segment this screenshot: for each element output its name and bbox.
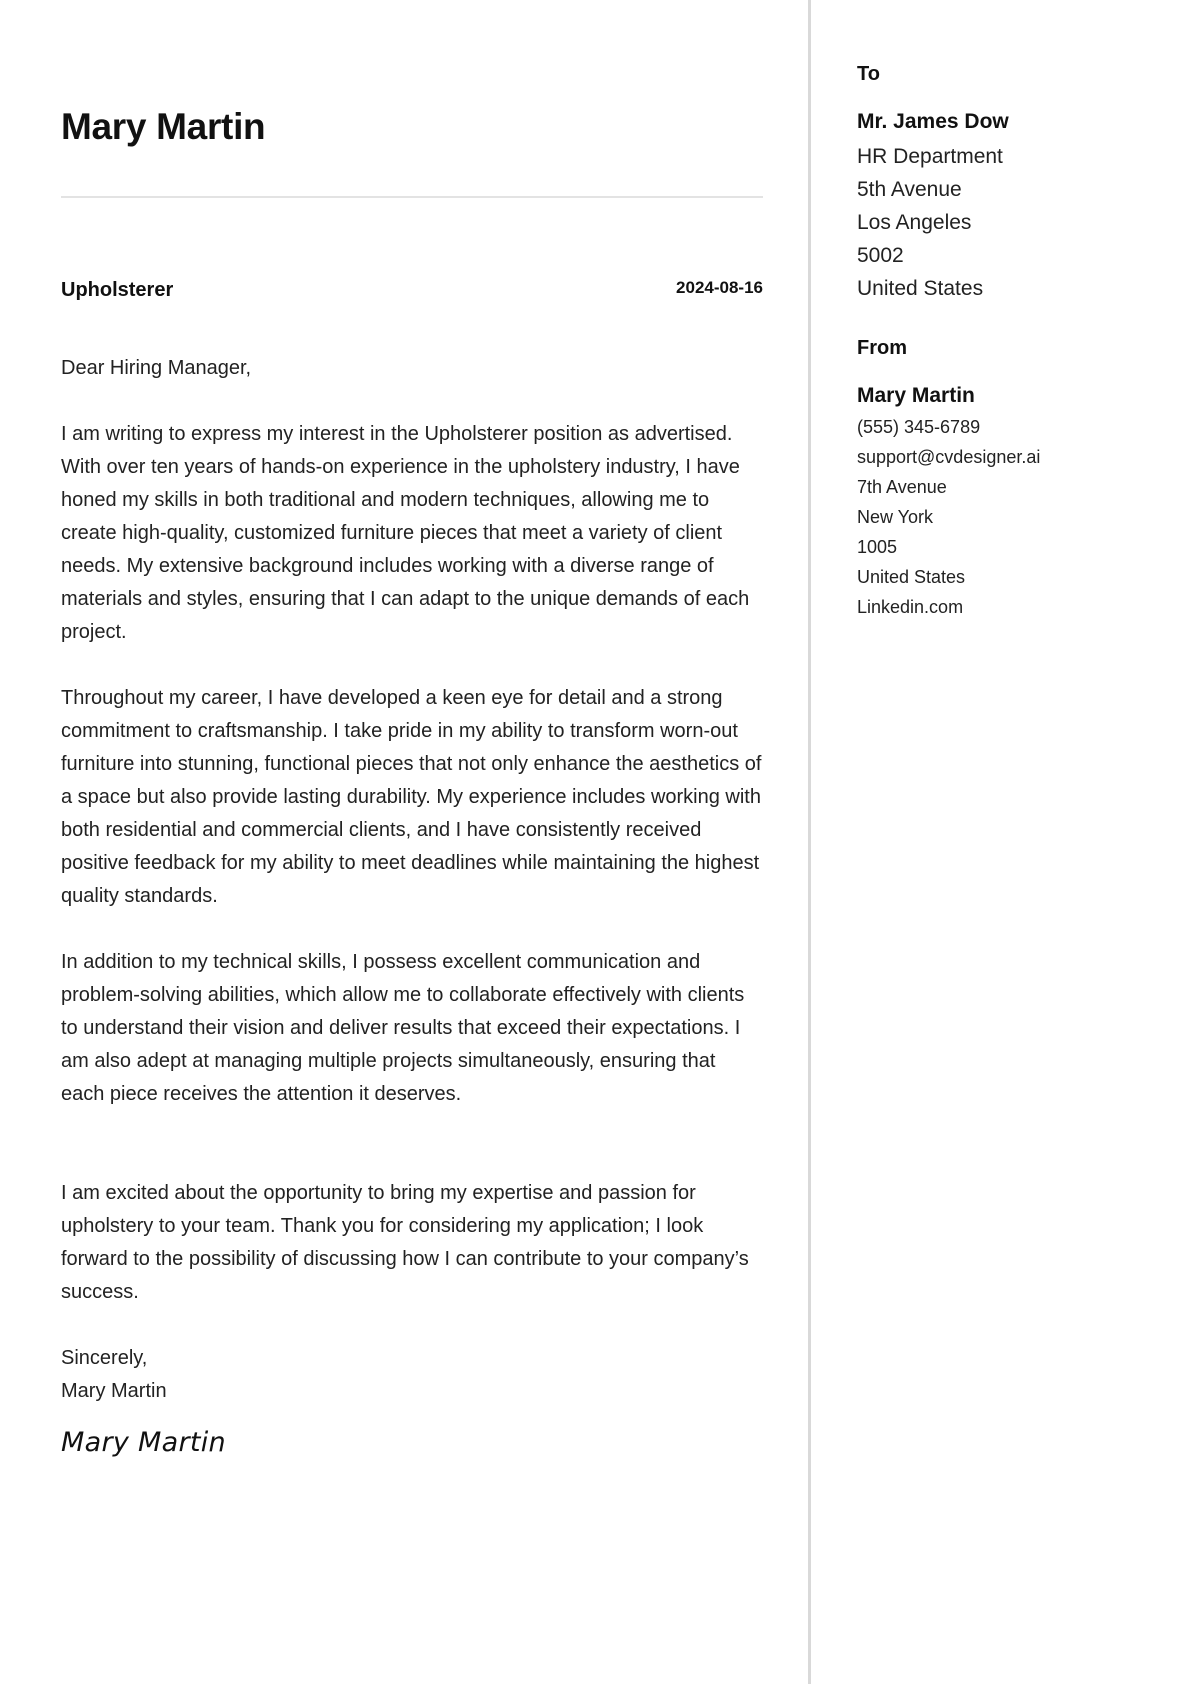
closing: Sincerely, <box>61 1347 148 1369</box>
letter-paragraph: Throughout my career, I have developed a keen eye for detail and a strong commitment to craftsmanship. I take pride in my ability to transform worn-out furniture into stunning, functional pieces that not only enhance the aesthetics of a space but also provide lasting durability. My experience includes working with both residential and commercial clients, and I have consistently received positive feedback for my ability to meet deadlines while maintaining the highest quality standards. <box>61 687 762 907</box>
recipient-country: United States <box>857 277 984 300</box>
recipient-address <box>857 107 1177 305</box>
recipient-street: 5th Avenue <box>857 178 962 201</box>
sender-country: United States <box>857 567 966 587</box>
job-title: Upholsterer <box>61 279 174 301</box>
letter-body <box>61 352 763 1459</box>
header-divider <box>61 196 763 198</box>
salutation: Dear Hiring Manager, <box>61 357 252 379</box>
from-heading: From <box>857 337 907 359</box>
recipient-name: Mr. James Dow <box>857 110 1009 133</box>
sender-city: New York <box>857 507 934 527</box>
recipient-city: Los Angeles <box>857 211 972 234</box>
sender-email: support@cvdesigner.ai <box>857 447 1041 467</box>
letter-paragraph: In addition to my technical skills, I possess excellent communication and problem-solving abilities, which allow me to collaborate effectively with clients to understand their vision and deliver results that exceed their expectations. I am also adept at managing multiple projects simultaneously, ensuring that each piece receives the attention it deserves. <box>61 951 745 1105</box>
recipient-department: HR Department <box>857 145 1003 168</box>
column-divider <box>808 0 811 1684</box>
recipient-postal-code: 5002 <box>857 244 904 267</box>
sender-name: Mary Martin <box>857 384 975 407</box>
sender-website: Linkedin.com <box>857 597 964 617</box>
applicant-name-heading: Mary Martin <box>61 106 266 147</box>
sender-street: 7th Avenue <box>857 477 947 497</box>
handwritten-signature: Mary Martin <box>61 1427 226 1458</box>
letter-paragraph: I am excited about the opportunity to bring my expertise and passion for upholstery to your team. Thank you for considering my application; I look forward to the possibility of discussing how I can contribute to your company’s success. <box>61 1182 749 1303</box>
letter-paragraph: I am writing to express my interest in the Upholsterer position as advertised. With over ten years of hands-on experience in the upholstery industry, I have honed my skills in both traditional and modern techniques, allowing me to create high-quality, customized furniture pieces that meet a variety of client needs. My extensive background includes working with a diverse range of materials and styles, ensuring that I can adapt to the unique demands of each project. <box>61 423 750 643</box>
letter-date: 2024-08-16 <box>676 278 763 297</box>
sender-postal-code: 1005 <box>857 537 898 557</box>
closing-name: Mary Martin <box>61 1380 167 1402</box>
to-heading: To <box>857 63 880 85</box>
sender-contact <box>857 381 1177 622</box>
sender-phone: (555) 345-6789 <box>857 417 981 437</box>
